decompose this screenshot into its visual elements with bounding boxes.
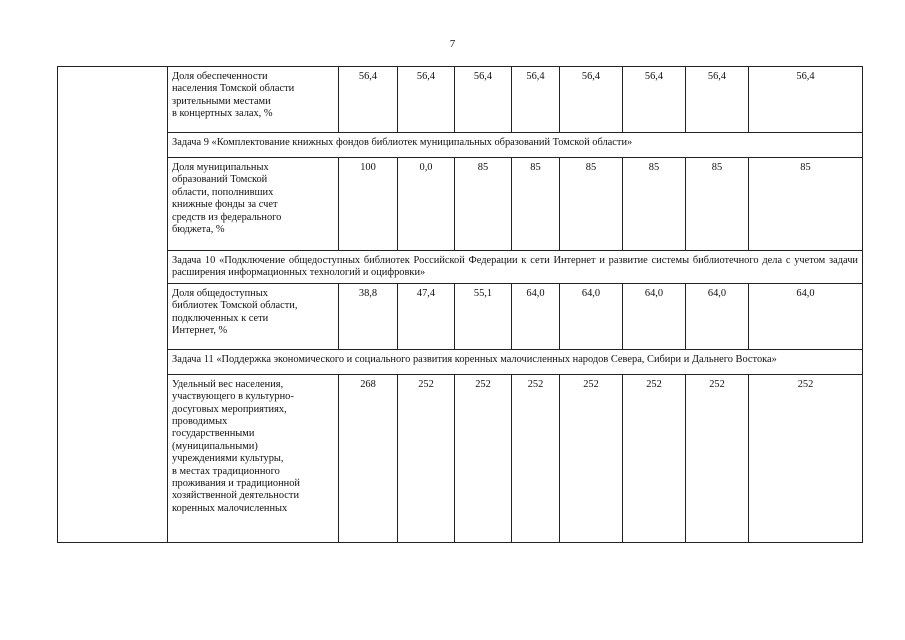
indicator-value: 268 <box>339 374 398 542</box>
indicator-value: 85 <box>686 158 749 251</box>
indicator-value: 55,1 <box>455 283 512 349</box>
indicator-label: Удельный вес населения, участвующего в культурно- досуговых мероприятиях, проводимых государственными (муниципальными) учреждениями культуры, в местах традиционного проживания и традиционной хозяйственной деятельности коренных малочисленных <box>168 374 339 542</box>
indicator-label: Доля обеспеченности населения Томской области зрительными местами в концертных залах, % <box>168 67 339 133</box>
indicator-value: 56,4 <box>455 67 512 133</box>
task-heading: Задача 9 «Комплектование книжных фондов библиотек муниципальных образований Томской области» <box>168 133 863 158</box>
task-row <box>58 349 863 374</box>
indicator-value: 56,4 <box>512 67 560 133</box>
indicator-value: 64,0 <box>686 283 749 349</box>
indicators-table <box>57 66 863 543</box>
indicator-label: Доля муниципальных образований Томской области, пополнивших книжные фонды за счет средств из федерального бюджета, % <box>168 158 339 251</box>
indicator-value: 47,4 <box>398 283 455 349</box>
page-number: 7 <box>449 38 456 50</box>
task-heading: Задача 10 «Подключение общедоступных библиотек Российской Федерации к сети Интернет и развитие системы библиотечного дела с учетом задачи расширения информационных технологий и оцифровки» <box>168 251 863 284</box>
indicator-value: 252 <box>686 374 749 542</box>
indicator-value: 38,8 <box>339 283 398 349</box>
left-blank-column <box>58 67 168 543</box>
indicator-value: 85 <box>749 158 863 251</box>
indicator-value: 252 <box>560 374 623 542</box>
indicator-value: 100 <box>339 158 398 251</box>
indicator-value: 252 <box>398 374 455 542</box>
indicator-value: 56,4 <box>398 67 455 133</box>
indicator-value: 64,0 <box>749 283 863 349</box>
indicator-value: 85 <box>512 158 560 251</box>
indicator-value: 252 <box>455 374 512 542</box>
task-row <box>58 133 863 158</box>
task-heading: Задача 11 «Поддержка экономического и социального развития коренных малочисленных народов Севера, Сибири и Дальнего Востока» <box>168 349 863 374</box>
indicator-value: 252 <box>623 374 686 542</box>
indicator-value: 64,0 <box>512 283 560 349</box>
indicator-value: 85 <box>455 158 512 251</box>
indicator-value: 56,4 <box>623 67 686 133</box>
indicator-value: 56,4 <box>749 67 863 133</box>
indicator-value: 0,0 <box>398 158 455 251</box>
indicator-value: 85 <box>623 158 686 251</box>
table-row <box>58 67 863 133</box>
task-row <box>58 251 863 284</box>
table-row <box>58 158 863 251</box>
indicator-value: 56,4 <box>560 67 623 133</box>
indicator-value: 252 <box>512 374 560 542</box>
indicator-value: 56,4 <box>339 67 398 133</box>
indicator-value: 85 <box>560 158 623 251</box>
indicator-label: Доля общедоступных библиотек Томской области, подключенных к сети Интернет, % <box>168 283 339 349</box>
table-row <box>58 283 863 349</box>
indicator-value: 64,0 <box>560 283 623 349</box>
indicator-value: 64,0 <box>623 283 686 349</box>
indicator-value: 252 <box>749 374 863 542</box>
table-row <box>58 374 863 542</box>
indicator-value: 56,4 <box>686 67 749 133</box>
